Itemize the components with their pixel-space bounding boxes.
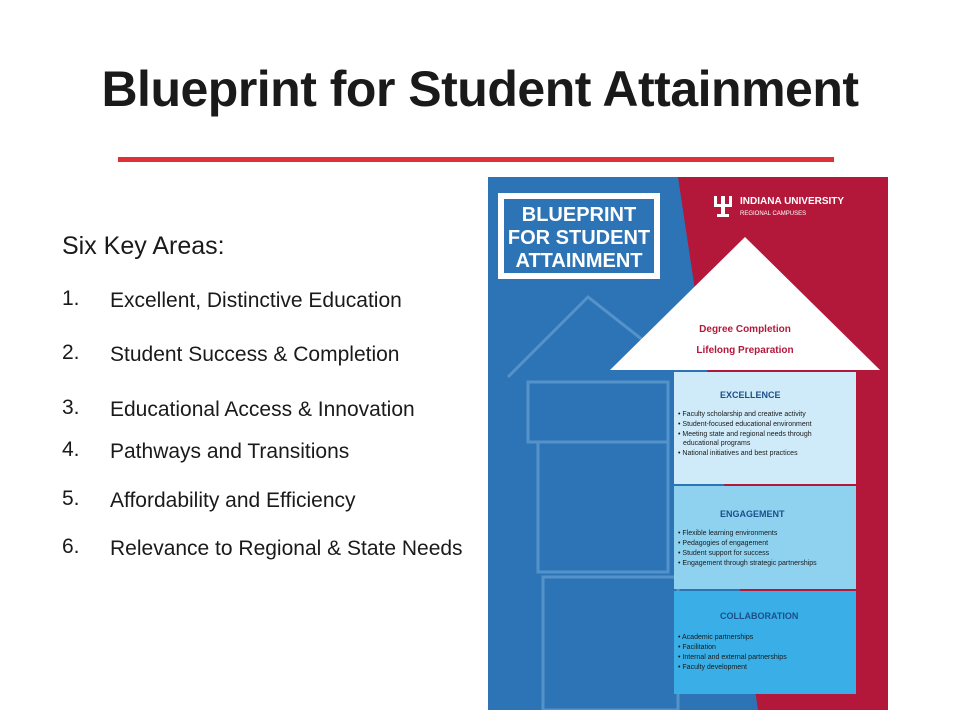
section-bullet-text: • Engagement through strategic partnerships [678, 560, 817, 567]
university-name: INDIANA UNIVERSITY [740, 196, 845, 207]
section-heading: COLLABORATION [720, 611, 799, 621]
collaboration-section [674, 591, 856, 694]
title-underline [118, 157, 834, 162]
list-text: Pathways and Transitions [110, 440, 350, 463]
section-bullet-text: • Meeting state and regional needs through [678, 431, 812, 438]
list-number: 4. [62, 438, 80, 461]
section-bullet-text: • Flexible learning environments [678, 530, 778, 537]
section-bullet-text: • National initiatives and best practices [678, 450, 798, 457]
list-number: 3. [62, 396, 80, 419]
subtitle: Six Key Areas: [62, 232, 225, 260]
section-bullet-text: • Academic partnerships [678, 634, 754, 641]
excellence-section [674, 372, 856, 484]
section-bullet-text: • Faculty scholarship and creative activity [678, 411, 806, 418]
section-bullet-text: • Student support for success [678, 550, 770, 557]
engagement-section [674, 486, 856, 589]
list-number: 5. [62, 487, 80, 510]
slide-title: Blueprint for Student Attainment [101, 61, 859, 117]
logo-line-2: FOR STUDENT [507, 227, 651, 249]
list-text: Educational Access & Innovation [110, 398, 415, 421]
logo-line-3: ATTAINMENT [515, 250, 643, 272]
section-heading: ENGAGEMENT [720, 509, 785, 519]
section-bullet-text: • Facilitation [678, 644, 716, 651]
roof-line-2: Lifelong Preparation [696, 345, 794, 356]
list-text: Student Success & Completion [110, 343, 400, 366]
section-heading: EXCELLENCE [720, 390, 781, 400]
list-number: 1. [62, 287, 80, 310]
list-text: Excellent, Distinctive Education [110, 289, 402, 312]
list-text: Affordability and Efficiency [110, 489, 356, 512]
section-bullet-text: • Student-focused educational environment [678, 421, 812, 428]
university-subtitle: REGIONAL CAMPUSES [740, 211, 807, 217]
roof-line-1: Degree Completion [699, 324, 791, 335]
section-bullet-text: • Faculty development [678, 664, 747, 671]
blueprint-cover-image [488, 177, 888, 710]
list-number: 2. [62, 341, 80, 364]
section-bullet-text: • Internal and external partnerships [678, 654, 787, 661]
list-number: 6. [62, 535, 80, 558]
section-bullet-text: educational programs [683, 440, 751, 447]
section-bullet-text: • Pedagogies of engagement [678, 540, 769, 547]
cover-illustration [488, 177, 888, 710]
blueprint-logo [498, 193, 660, 279]
logo-line-1: BLUEPRINT [521, 204, 637, 226]
list-text: Relevance to Regional & State Needs [110, 537, 463, 560]
